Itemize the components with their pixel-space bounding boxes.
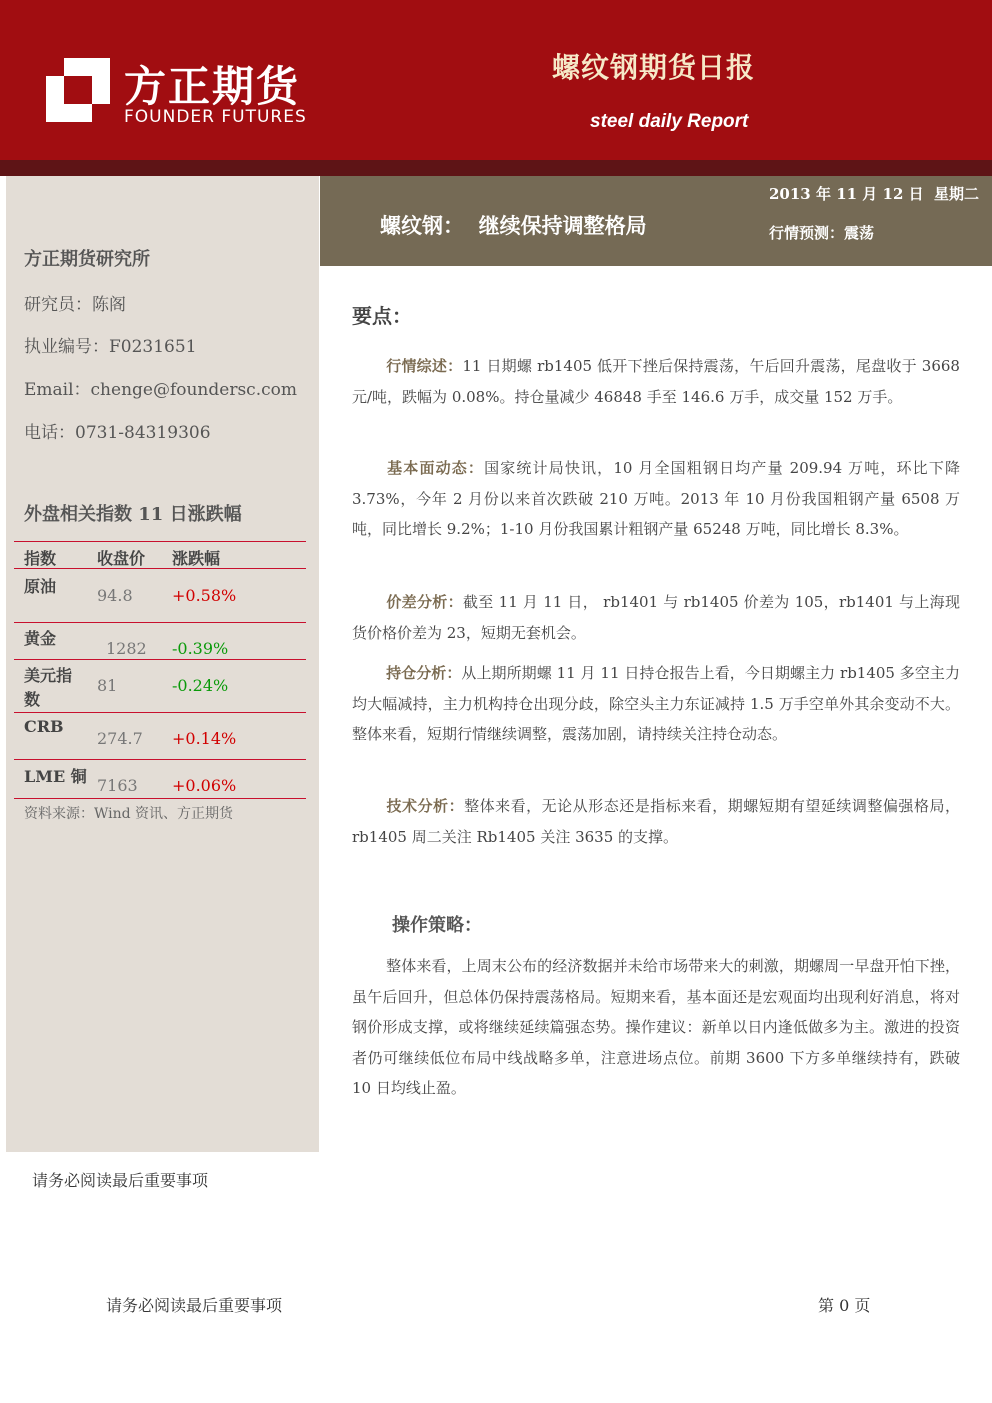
section-text: 从上期所期螺 11 月 11 日持仓报告上看，今日期螺主力 rb1405 多空主力均大幅减持，主力机构持仓出现分歧，除空头主力东证减持 1.5 万手空单外其余变动不大。整体来看，短期行情继续调整，震荡加剧，请持续关注持仓动态。 bbox=[352, 664, 960, 743]
table-header-change: 涨跌幅 bbox=[172, 549, 221, 568]
table-rule bbox=[14, 712, 306, 713]
table-cell-close: 1282 bbox=[106, 639, 147, 658]
table-header-close: 收盘价 bbox=[97, 549, 146, 568]
table-cell-change: +0.58% bbox=[172, 586, 237, 605]
page-number: 第 0 页 bbox=[818, 1296, 871, 1315]
section-text: 整体来看，无论从形态还是指标来看，期螺短期有望延续调整偏强格局，rb1405 周二关注 Rb1405 关注 3635 的支撑。 bbox=[352, 797, 960, 846]
table-rule bbox=[14, 659, 306, 660]
sidebar-table-title: 外盘相关指数 11 日涨跌幅 bbox=[24, 504, 242, 525]
table-cell-name: 美元指数 bbox=[24, 666, 73, 709]
notice-bottom: 请务必阅读最后重要事项 bbox=[106, 1296, 283, 1315]
table-cell-change: -0.24% bbox=[172, 676, 229, 695]
sidebar-license: 执业编号：F0231651 bbox=[24, 337, 197, 357]
table-rule bbox=[14, 622, 306, 623]
sidebar-phone: 电话：0731-84319306 bbox=[24, 423, 211, 443]
table-cell-close: 81 bbox=[97, 676, 118, 695]
strategy-text bbox=[352, 951, 960, 1104]
table-rule bbox=[14, 759, 306, 760]
table-cell-close: 94.8 bbox=[97, 586, 133, 605]
section-text: 截至 11 月 11 日， rb1401 与 rb1405 价差为 105，rb1401 与上海现货价格价差为 23，短期无套机会。 bbox=[352, 593, 960, 642]
table-header-index: 指数 bbox=[24, 549, 57, 568]
table-cell-close: 7163 bbox=[97, 776, 138, 795]
section-position-analysis bbox=[352, 658, 960, 750]
report-title: 螺纹钢期货日报 bbox=[552, 51, 756, 84]
table-rule bbox=[14, 568, 306, 569]
sidebar-org: 方正期货研究所 bbox=[24, 249, 150, 270]
notice-top: 请务必阅读最后重要事项 bbox=[32, 1171, 209, 1190]
founder-logo-icon bbox=[46, 58, 110, 122]
market-forecast: 行情预测：震荡 bbox=[769, 224, 875, 242]
table-cell-name: 黄金 bbox=[24, 629, 57, 648]
table-cell-name: CRB bbox=[24, 717, 64, 736]
section-label: 技术分析： bbox=[386, 797, 465, 815]
section-label: 持仓分析： bbox=[386, 664, 462, 682]
logo-text-cn: 方正期货 bbox=[124, 62, 301, 111]
sidebar-email: Email：chenge@foundersc.com bbox=[24, 380, 297, 400]
key-points-heading: 要点： bbox=[352, 304, 412, 328]
table-cell-change: +0.14% bbox=[172, 729, 237, 748]
table-cell-name: 原油 bbox=[24, 577, 57, 596]
table-cell-change: -0.39% bbox=[172, 639, 229, 658]
report-date: 2013 年 11 月 12 日 星期二 bbox=[769, 185, 980, 203]
header-banner-underline bbox=[0, 160, 992, 176]
section-text: 国家统计局快讯，10 月全国粗钢日均产量 209.94 万吨，环比下降 3.73%，今年 2 月份以来首次跌破 210 万吨。2013 年 10 月份我国粗钢产量 6508 万吨，同比增长 9.2%；1-10 月份我国累计粗钢产量 65248 万吨，同比增长 8.3%。 bbox=[352, 459, 960, 538]
strategy-heading: 操作策略： bbox=[392, 915, 482, 936]
section-label: 基本面动态： bbox=[386, 459, 485, 477]
section-text: 11 日期螺 rb1405 低开下挫后保持震荡，午后回升震荡，尾盘收于 3668 元/吨，跌幅为 0.08%。持仓量减少 46848 手至 146.6 万手，成交量 152 万手。 bbox=[352, 357, 960, 406]
section-label: 价差分析： bbox=[386, 593, 463, 611]
section-market-summary bbox=[352, 351, 960, 412]
section-label: 行情综述： bbox=[386, 357, 463, 375]
table-source: 资料来源：Wind 资讯、方正期货 bbox=[24, 806, 234, 822]
report-subtitle: steel daily Report bbox=[590, 111, 749, 132]
table-cell-close: 274.7 bbox=[97, 729, 143, 748]
sidebar-researcher: 研究员：陈阁 bbox=[24, 295, 126, 315]
table-rule bbox=[14, 798, 306, 799]
strategy-body: 整体来看，上周末公布的经济数据并未给市场带来大的刺激，期螺周一早盘开怕下挫，虽午后回升，但总体仍保持震荡格局。短期来看，基本面还是宏观面均出现利好消息，将对钢价形成支撑，或将继续延续篇强态势。操作建议：新单以日内逢低做多为主。激进的投资者仍可继续低位布局中线战略多单，注意进场点位。前期 3600 下方多单继续持有，跌破 10 日均线止盈。 bbox=[352, 957, 960, 1097]
section-spread-analysis bbox=[352, 587, 960, 648]
logo-text-en: FOUNDER FUTURES bbox=[124, 107, 307, 127]
table-rule bbox=[14, 541, 306, 542]
section-fundamentals bbox=[352, 453, 960, 545]
section-technical-analysis bbox=[352, 791, 960, 852]
table-cell-name: LME 铜 bbox=[24, 767, 87, 786]
headline: 螺纹钢： 继续保持调整格局 bbox=[380, 213, 647, 238]
table-cell-change: +0.06% bbox=[172, 776, 237, 795]
